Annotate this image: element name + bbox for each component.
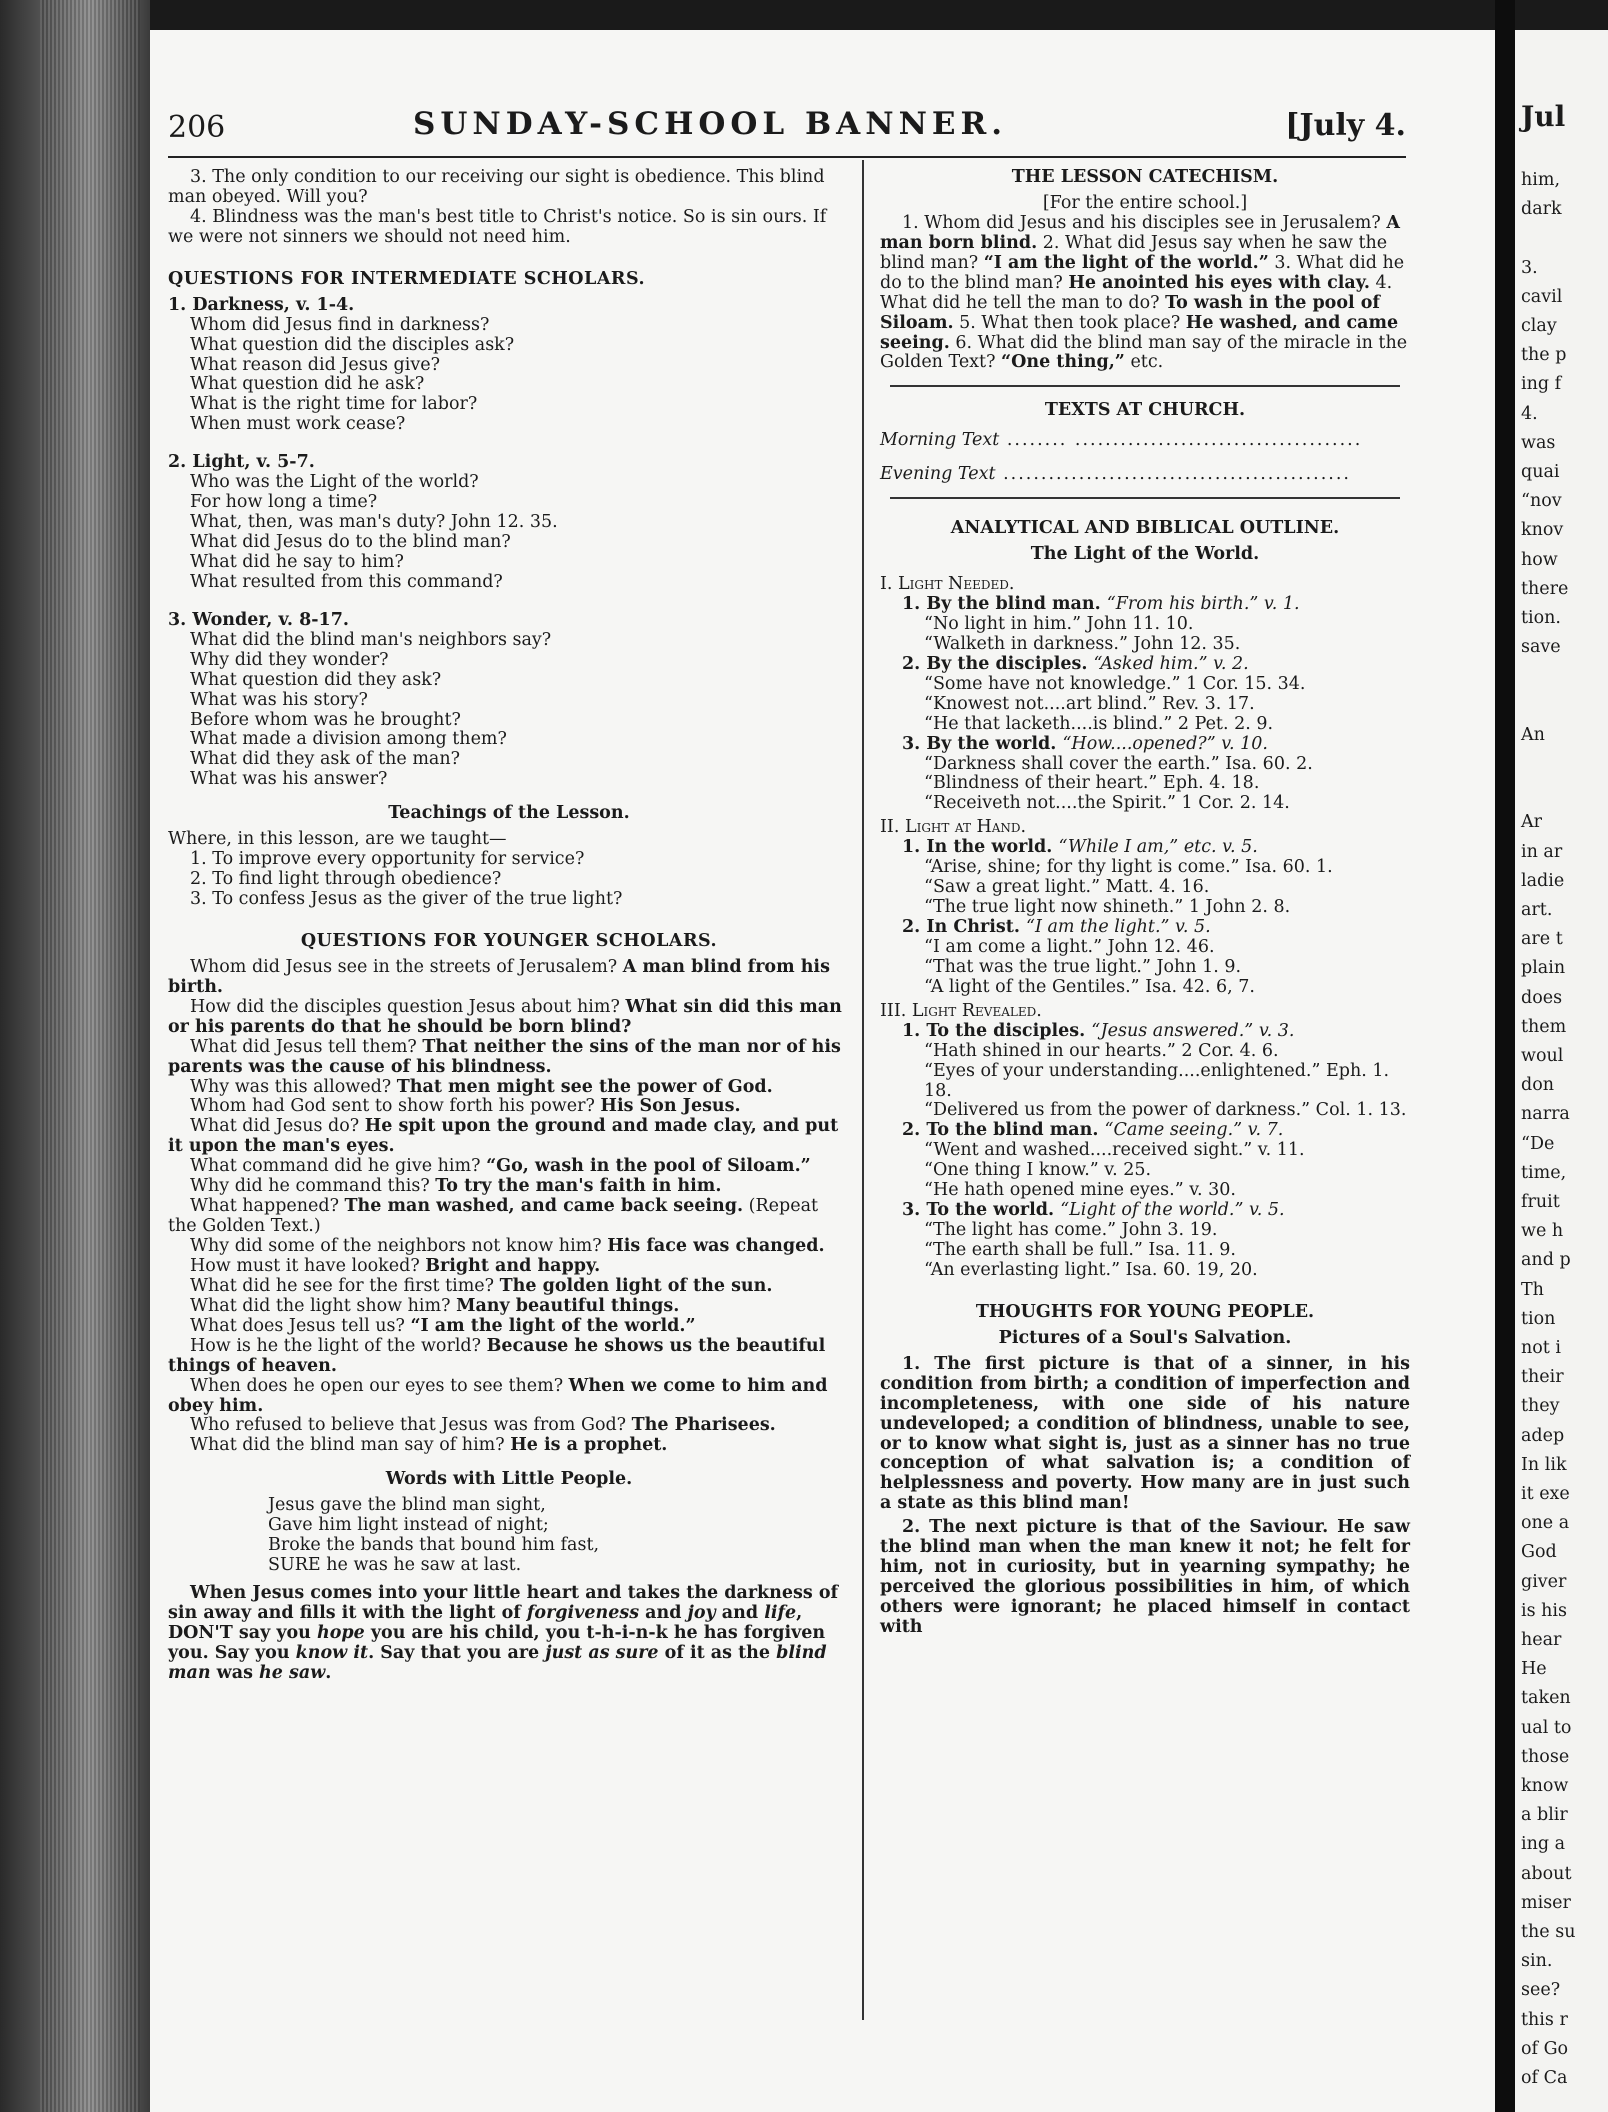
catechism-answer: He washed, and came seeing.	[880, 312, 1399, 353]
closing-fragment: and	[639, 1602, 688, 1623]
question: What, then, was man's duty? John 12. 35.	[190, 512, 558, 533]
closing-fragment: he saw	[259, 1662, 326, 1683]
facing-page-line: clay	[1521, 316, 1557, 336]
facing-page-line: quai	[1521, 462, 1560, 482]
facing-page-line: tion.	[1521, 608, 1561, 628]
answer: What sin did this man or his parents do that he should be born blind?	[168, 996, 842, 1037]
facing-page-line: one a	[1521, 1513, 1570, 1534]
outline-citation: “Blindness of their heart.” Eph. 4. 18.	[924, 773, 1260, 794]
catechism-heading: THE LESSON CATECHISM.	[1011, 167, 1279, 187]
facing-page-line: a blir	[1521, 1805, 1568, 1826]
facing-page-line: time,	[1521, 1162, 1567, 1183]
younger-qa	[168, 1237, 850, 1257]
question: For how long a time?	[190, 492, 378, 513]
question: What did they ask of the man?	[190, 749, 461, 770]
facing-page-line: we h	[1521, 1221, 1564, 1242]
facing-page-line: God	[1521, 1542, 1557, 1563]
question: Why was this allowed?	[190, 1076, 397, 1097]
facing-page-line: is his	[1521, 1600, 1567, 1621]
note: (Repeat the Golden Text.)	[168, 1196, 819, 1237]
facing-page-line: save	[1521, 637, 1561, 658]
outline-point	[880, 1201, 1410, 1221]
outline-citation: “He hath opened mine eyes.” v. 30.	[924, 1180, 1236, 1201]
answer: That neither the sins of the man nor of his parents was the cause of his blindness.	[168, 1036, 841, 1077]
catechism-question: 1. Whom did Jesus and his disciples see in Jerusalem?	[902, 212, 1387, 233]
outline-point-head: 3. By the world.	[902, 733, 1063, 754]
outline-citation: “Hath shined in our hearts.” 2 Cor. 4. 6.	[924, 1040, 1279, 1061]
catechism-question: 5. What then took place?	[959, 312, 1186, 333]
closing-paragraph	[168, 1584, 850, 1684]
outline-point-ref: “Jesus answered.” v. 3.	[1091, 1020, 1295, 1041]
facing-page-line: it exe	[1521, 1484, 1570, 1504]
teachings-heading: Teachings of the Lesson.	[388, 803, 630, 824]
teachings-list	[168, 850, 850, 910]
facing-page-line: ing a	[1521, 1834, 1566, 1855]
facing-page-line: Ar	[1521, 812, 1543, 833]
question: What reason did Jesus give?	[190, 354, 440, 375]
facing-page-line: him,	[1521, 170, 1561, 190]
section-rule	[890, 497, 1400, 499]
younger-qa	[168, 958, 850, 998]
section-heading: 3. Wonder, v. 8-17.	[168, 609, 349, 630]
facing-page-line: their	[1521, 1367, 1564, 1388]
thought-2: 2. The next picture is that of the Saviour. He saw the blind man when the man knew it not; he felt for him, not in curiosity, but in yearning sympathy; he perceived the glorious possibilities in him, of which others were ignorant; he placed himself in contact with	[880, 1517, 1410, 1637]
section-rule	[890, 385, 1400, 387]
issue-date: [July 4.	[1285, 108, 1406, 143]
outline-point-ref: “How....opened?” v. 10.	[1062, 733, 1268, 754]
outline-citation: “He that lacketh....is blind.” 2 Pet. 2. 9.	[924, 713, 1274, 734]
facing-page-line: “nov	[1521, 491, 1562, 512]
facing-page-line: knov	[1521, 520, 1564, 541]
header-rule	[168, 156, 1406, 158]
younger-qa	[168, 1436, 850, 1456]
facing-page-line: ual to	[1521, 1717, 1572, 1738]
outline-point-ref: “Light of the world.” v. 5.	[1060, 1200, 1285, 1221]
facing-page-line: are t	[1521, 929, 1563, 950]
facing-page-line: An	[1521, 724, 1545, 745]
facing-page-line: them	[1521, 1016, 1567, 1037]
outline-citation: “An everlasting light.” Isa. 60. 19, 20.	[924, 1259, 1258, 1280]
book-page-edges	[0, 0, 150, 2112]
question: Whom did Jesus find in darkness?	[190, 314, 490, 335]
facing-page-line: dark	[1521, 199, 1562, 220]
poem-line: SURE he was he saw at last.	[268, 1555, 522, 1576]
question-section	[168, 611, 850, 790]
outline-citation: “The true light now shineth.” 1 John 2. 8.	[924, 897, 1291, 918]
outline-point	[880, 838, 1410, 858]
facing-page-line: ladie	[1521, 870, 1565, 891]
left-column	[168, 168, 850, 1684]
answer: He spit upon the ground and made clay, and put it upon the man's eyes.	[168, 1116, 839, 1157]
outline-citation: “Knowest not....art blind.” Rev. 3. 17.	[924, 693, 1255, 714]
outline-point-head: 1. In the world.	[902, 837, 1059, 858]
teaching-item: 2. To find light through obedience?	[190, 869, 502, 890]
facing-page-line: sin.	[1521, 1951, 1553, 1972]
question: What was his story?	[190, 689, 368, 710]
facing-page-line: they	[1521, 1396, 1560, 1417]
facing-page-line: and p	[1521, 1250, 1571, 1271]
question: What did Jesus tell them?	[190, 1036, 423, 1057]
facing-page-line: ing f	[1521, 374, 1562, 395]
younger-qa	[168, 1197, 850, 1237]
question: What did he see for the first time?	[190, 1275, 500, 1296]
question: What resulted from this command?	[190, 571, 503, 592]
younger-qa	[168, 1177, 850, 1197]
question: How is he the light of the world?	[190, 1335, 487, 1356]
catechism-answer: A man born blind.	[880, 212, 1400, 253]
outline-citation: “A light of the Gentiles.” Isa. 42. 6, 7.	[924, 976, 1255, 997]
outline-citation: “Walketh in darkness.” John 12. 35.	[924, 633, 1241, 654]
question: What made a division among them?	[190, 729, 507, 750]
closing-fragment: of it as the	[658, 1642, 777, 1663]
outline-citation: “Eyes of your understanding....enlightened.” Eph. 1. 18.	[924, 1060, 1390, 1101]
question: What is the right time for labor?	[190, 394, 478, 415]
facing-page-line: plain	[1521, 958, 1566, 979]
facing-page-line: hear	[1521, 1630, 1562, 1650]
outline-point	[880, 655, 1410, 675]
catechism-answer: He anointed his eyes with clay.	[1068, 272, 1370, 293]
outline-roman-heading: I. Light Needed.	[880, 574, 1015, 595]
closing-fragment: .	[325, 1662, 332, 1683]
facing-page-line: In lik	[1521, 1454, 1567, 1475]
teachings-intro: Where, in this lesson, are we taught—	[168, 829, 507, 850]
closing-fragment: , DON'T say you	[168, 1602, 803, 1643]
question: What did he say to him?	[190, 551, 404, 572]
question: What did the blind man's neighbors say?	[190, 629, 552, 650]
outline-point-head: 2. In Christ.	[902, 917, 1027, 937]
younger-qa	[168, 1257, 850, 1277]
facing-page-line: taken	[1521, 1688, 1571, 1709]
thoughts-heading: THOUGHTS FOR YOUNG PEOPLE.	[975, 1301, 1315, 1322]
facing-page-line: this r	[1521, 2009, 1568, 2030]
facing-page-line: see?	[1521, 1980, 1561, 2001]
facing-page-line: know	[1521, 1776, 1569, 1796]
facing-page-line: of Ca	[1521, 2068, 1568, 2088]
outline-citation: “The light has come.” John 3. 19.	[924, 1220, 1218, 1241]
facing-page-line: giver	[1521, 1571, 1567, 1592]
catechism-question: 3. What did he do to the blind man?	[880, 252, 1405, 293]
younger-qa	[168, 1157, 850, 1177]
catechism-question: 2. What did Jesus say when he saw the blind man?	[880, 232, 1388, 273]
running-header	[168, 98, 1406, 158]
closing-fragment: joy	[687, 1602, 716, 1623]
thoughts-subheading: Pictures of a Soul's Salvation.	[998, 1327, 1292, 1348]
answer: “Go, wash in the pool of Siloam.”	[486, 1156, 811, 1177]
younger-qa	[168, 1297, 850, 1317]
outline-point	[880, 1022, 1410, 1042]
outline-citation: “Went and washed....received sight.” v. 11.	[924, 1140, 1305, 1161]
column-divider	[862, 160, 864, 2020]
closing-fragment: blind man	[168, 1642, 827, 1683]
answer: Because he shows us the beautiful things of heaven.	[168, 1335, 826, 1376]
outline-point	[880, 1121, 1410, 1141]
answer: His face was changed.	[607, 1236, 825, 1256]
facing-page-line: 3.	[1521, 257, 1538, 278]
facing-page-line: the p	[1521, 345, 1567, 366]
outline-point-head: 1. By the blind man.	[902, 594, 1107, 614]
outline-point-ref: “While I am,” etc. v. 5.	[1058, 837, 1258, 858]
catechism-question: 6. What did the blind man say of the miracle in the Golden Text?	[880, 332, 1408, 373]
younger-qa	[168, 1078, 850, 1098]
facing-page-line: how	[1521, 549, 1558, 570]
catechism-text	[880, 214, 1410, 374]
question: Why did they wonder?	[190, 649, 389, 670]
closing-fragment: was	[210, 1662, 260, 1683]
question: Why did some of the neighbors not know him?	[190, 1236, 608, 1256]
answer: A man blind from his birth.	[168, 956, 830, 997]
outline-citation: “Delivered us from the power of darkness.” Col. 1. 13.	[924, 1100, 1407, 1121]
running-title: SUNDAY-SCHOOL BANNER.	[413, 106, 1008, 142]
facing-page-line: of Go	[1521, 2038, 1569, 2059]
evening-text-line: Evening Text ..............................................	[880, 464, 1351, 485]
facing-page-line: Th	[1521, 1279, 1544, 1300]
catechism-question: 4. What did he tell the man to do?	[880, 272, 1393, 313]
question: What command did he give him?	[190, 1156, 487, 1177]
answer: The Pharisees.	[631, 1415, 776, 1436]
question: What does Jesus tell us?	[190, 1315, 411, 1336]
answer: The golden light of the sun.	[499, 1275, 773, 1296]
facing-page-line: those	[1521, 1746, 1570, 1767]
question: What question did they ask?	[190, 669, 442, 690]
younger-qa	[168, 1038, 850, 1078]
outline-point-ref: “Asked him.” v. 2.	[1093, 653, 1249, 674]
section-heading: 2. Light, v. 5-7.	[168, 452, 315, 473]
outline-citation: “Receiveth not....the Spirit.” 1 Cor. 2. 14.	[924, 793, 1290, 814]
younger-qa	[168, 1377, 850, 1417]
answer: He is a prophet.	[510, 1435, 668, 1456]
facing-page-line: fruit	[1521, 1192, 1560, 1212]
facing-page-line: art.	[1521, 900, 1553, 920]
facing-page-line: don	[1521, 1075, 1555, 1096]
facing-page-line: was	[1521, 432, 1556, 453]
younger-qa	[168, 1277, 850, 1297]
closing-fragment: . Say that you are	[368, 1642, 546, 1663]
church-heading: TEXTS AT CHURCH.	[1044, 400, 1246, 421]
outline-heading: ANALYTICAL AND BIBLICAL OUTLINE.	[950, 518, 1340, 539]
question: When does he open our eyes to see them?	[190, 1375, 569, 1396]
outline-citation: “Darkness shall cover the earth.” Isa. 60. 2.	[924, 753, 1313, 774]
closing-fragment: hope	[317, 1622, 365, 1643]
closing-fragment: you are his child, you t-h-i-n-k he has forgiven you. Say you	[168, 1622, 826, 1663]
outline-citation: “Some have not knowledge.” 1 Cor. 15. 34.	[924, 673, 1306, 694]
question: Before whom was he brought?	[190, 709, 461, 730]
teaching-item: 1. To improve every opportunity for service?	[190, 849, 585, 870]
outline-point	[880, 735, 1410, 755]
facing-page-line: cavil	[1521, 286, 1563, 307]
intermediate-heading: QUESTIONS FOR INTERMEDIATE SCHOLARS.	[168, 268, 646, 289]
question: What question did the disciples ask?	[190, 334, 515, 355]
question: Who was the Light of the world?	[190, 472, 479, 493]
younger-qa	[168, 1317, 850, 1337]
outline-citation: “Saw a great light.” Matt. 4. 16.	[924, 877, 1210, 898]
closing-fragment: know it	[295, 1642, 369, 1663]
outline-citation: “One thing I know.” v. 25.	[924, 1160, 1152, 1181]
book-gutter	[1495, 0, 1515, 2112]
answer: The man washed, and came back seeing.	[344, 1196, 744, 1217]
poem-line: Jesus gave the blind man sight,	[268, 1495, 546, 1516]
catechism-answer: “One thing,”	[1001, 352, 1125, 373]
closing-fragment: and	[715, 1602, 765, 1623]
answer: That men might see the power of God.	[396, 1076, 773, 1097]
section-heading: 1. Darkness, v. 1-4.	[168, 294, 355, 315]
younger-qa	[168, 998, 850, 1038]
facing-page-line: the su	[1521, 1922, 1576, 1942]
closing-fragment: life	[764, 1602, 797, 1623]
question: Who refused to believe that Jesus was from God?	[190, 1415, 632, 1436]
outline-subheading: The Light of the World.	[1030, 544, 1260, 565]
younger-qa	[168, 1416, 850, 1436]
closing-fragment: forgiveness	[526, 1602, 640, 1623]
facing-page-line: tion	[1521, 1308, 1556, 1329]
question: What happened?	[190, 1196, 345, 1217]
question: What was his answer?	[190, 769, 388, 790]
younger-qa	[168, 1097, 850, 1117]
answer: Bright and happy.	[425, 1255, 601, 1276]
question: When must work cease?	[190, 414, 406, 435]
facing-page-line: does	[1521, 987, 1563, 1008]
outline-citation: “Arise, shine; for thy light is come.” Isa. 60. 1.	[924, 857, 1333, 878]
poem-line: Broke the bands that bound him fast,	[268, 1535, 600, 1556]
facing-page-line: “De	[1521, 1133, 1555, 1154]
intro-point-4: 4. Blindness was the man's best title to Christ's notice. So is sin ours. If we were not sinners we should not need him.	[168, 206, 827, 247]
facing-page-line: narra	[1521, 1104, 1570, 1125]
facing-page-line: He	[1521, 1659, 1547, 1680]
intro-point-3: 3. The only condition to our receiving our sight is obedience. This blind man obeyed. Will you?	[168, 167, 825, 207]
facing-page-line: about	[1521, 1863, 1572, 1884]
answer: To try the man's faith in him.	[435, 1176, 722, 1197]
words-heading: Words with Little People.	[385, 1469, 633, 1490]
facing-page	[1515, 30, 1608, 2112]
question: What did Jesus do?	[190, 1116, 365, 1137]
catechism-tail: etc.	[1124, 352, 1164, 373]
facing-page-line: there	[1521, 578, 1569, 599]
outline-point-ref: “I am the light.” v. 5.	[1026, 917, 1211, 937]
question: What did Jesus do to the blind man?	[190, 532, 511, 552]
question-section	[168, 453, 850, 593]
facing-page-line: 4.	[1521, 403, 1538, 424]
answer: “I am the light of the world.”	[410, 1315, 696, 1336]
younger-qa	[168, 1117, 850, 1157]
answer: When we come to him and obey him.	[168, 1375, 828, 1416]
outline-roman-heading: III. Light Revealed.	[880, 1000, 1042, 1021]
facing-page-header: Jul	[1521, 100, 1566, 133]
poem-line: Gave him light instead of night;	[268, 1515, 549, 1536]
outline-point-ref: “Came seeing.” v. 7.	[1104, 1120, 1284, 1141]
catechism-subheading: [For the entire school.]	[1042, 192, 1248, 213]
outline-point-head: 1. To the disciples.	[902, 1020, 1092, 1041]
outline-point	[880, 918, 1410, 938]
question: Whom did Jesus see in the streets of Jerusalem?	[190, 956, 623, 977]
outline-citation: “The earth shall be full.” Isa. 11. 9.	[924, 1240, 1236, 1260]
outline-point-ref: “From his birth.” v. 1.	[1106, 594, 1300, 614]
outline-citation: “That was the true light.” John 1. 9.	[924, 956, 1242, 977]
younger-heading: QUESTIONS FOR YOUNGER SCHOLARS.	[300, 930, 718, 951]
question: What did the light show him?	[190, 1295, 457, 1316]
page-number: 206	[168, 110, 226, 145]
answer: His Son Jesus.	[600, 1096, 741, 1117]
closing-fragment: When Jesus comes into your little heart and takes the darkness of sin away and fills it with the light of	[168, 1583, 839, 1623]
question: Why did he command this?	[190, 1176, 436, 1197]
outline	[880, 575, 1410, 1281]
facing-page-line: in ar	[1521, 841, 1563, 862]
facing-page-line: woul	[1521, 1046, 1564, 1066]
answer: Many beautiful things.	[456, 1295, 680, 1316]
outline-point-head: 2. By the disciples.	[902, 653, 1094, 674]
question-section	[168, 296, 850, 436]
intermediate-questions	[168, 296, 850, 791]
outline-point	[880, 595, 1410, 615]
younger-questions	[168, 958, 850, 1456]
poem	[168, 1496, 850, 1576]
outline-point-head: 3. To the world.	[902, 1200, 1061, 1221]
outline-roman-heading: II. Light at Hand.	[880, 817, 1027, 838]
question: What did the blind man say of him?	[190, 1435, 511, 1456]
question: What question did he ask?	[190, 374, 425, 395]
catechism-answer: To wash in the pool of Siloam.	[880, 292, 1380, 333]
outline-citation: “No light in him.” John 11. 10.	[924, 613, 1194, 634]
catechism-answer: “I am the light of the world.”	[983, 252, 1269, 273]
facing-page-line: adep	[1521, 1425, 1565, 1446]
question: How must it have looked?	[190, 1255, 426, 1276]
facing-page-line: not i	[1521, 1338, 1561, 1358]
facing-page-line: miser	[1521, 1892, 1571, 1913]
outline-point-head: 2. To the blind man.	[902, 1120, 1105, 1141]
morning-text-line: Morning Text ........ ......................................	[880, 430, 1363, 451]
thought-1: 1. The first picture is that of a sinner, in his condition from birth; a condition of imperfection and incompleteness, with one side of his nature undeveloped; a condition of blindness, unable to see, or to know what sight is, just as a sinner has no true conception of what salvation is; a condition of helplessness and poverty. How many are in just such a state as this blind man!	[880, 1353, 1410, 1514]
younger-qa	[168, 1337, 850, 1377]
question: How did the disciples question Jesus about him?	[190, 996, 626, 1017]
closing-fragment: just as sure	[545, 1642, 659, 1663]
teaching-item: 3. To confess Jesus as the giver of the true light?	[190, 889, 623, 909]
outline-citation: “I am come a light.” John 12. 46.	[924, 936, 1215, 957]
question: Whom had God sent to show forth his power?	[190, 1096, 601, 1117]
right-column	[880, 168, 1410, 1638]
